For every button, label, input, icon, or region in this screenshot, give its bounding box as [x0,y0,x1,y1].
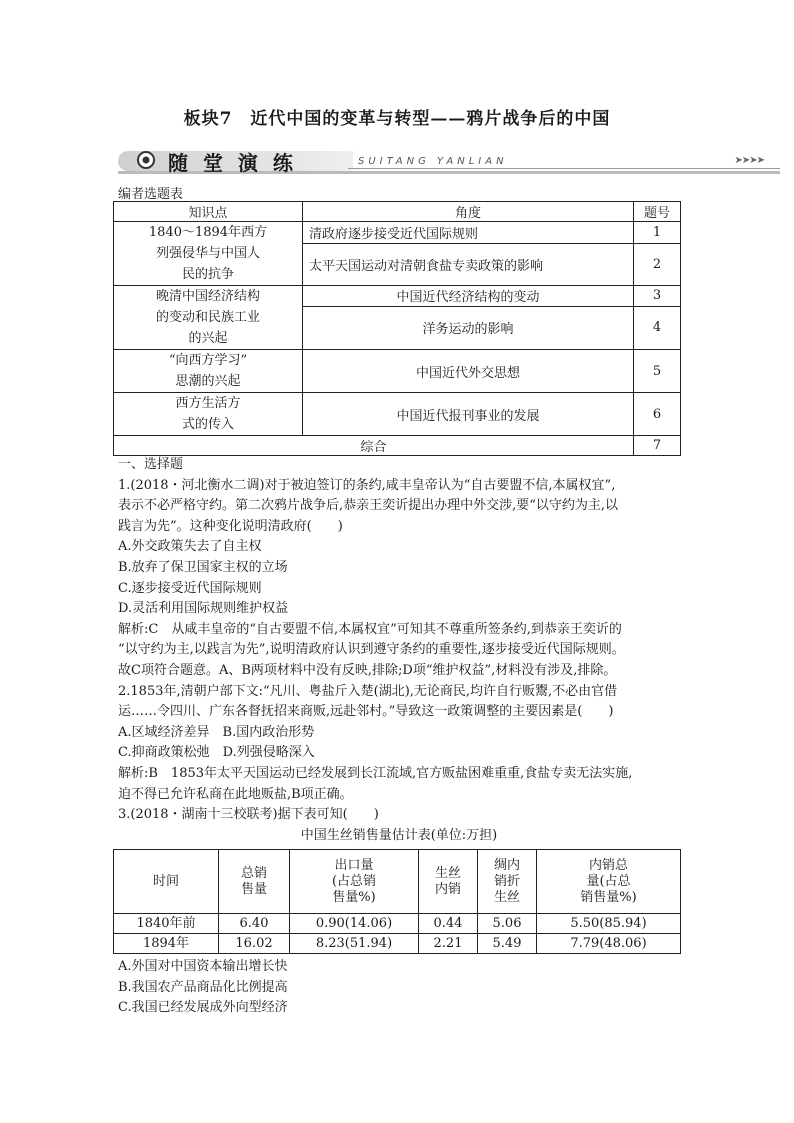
question-number: 2 [634,244,681,286]
table-cell: 5.50(85.94) [537,914,681,934]
q1-option: C.逐步接受近代国际规则 [118,580,262,596]
target-icon [136,150,156,170]
q3-option: B.我国农产品商品化比例提高 [118,979,288,995]
table-cell: 2.21 [419,934,478,954]
table-cell: 5.06 [478,914,537,934]
q2-analysis: 迫不得已允许私商在此地贩盐,B项正确。 [118,786,353,802]
table-cell: 1840年前 [114,914,219,934]
question-number: 4 [634,306,681,349]
banner-label: 随 堂 演 练 [168,151,297,175]
angle-cell: 中国近代外交思想 [303,350,634,393]
q1-stem: 表示不必严格守约。第二次鸦片战争后,恭亲王奕䜣提出办理中外交涉,要“以守约为主,以 [118,498,619,514]
page-title: 板块7 近代中国的变革与转型——鸦片战争后的中国 [183,109,611,129]
header-cell: 绸内 销折 生丝 [478,850,537,914]
angle-cell: 中国近代报刊事业的发展 [303,393,634,436]
table-cell: 0.90(14.06) [290,914,419,934]
q2-option: C.抑商政策松弛 D.列强侵略深入 [118,745,315,761]
table-row [114,286,681,307]
q2-stem: 2.1853年,清朝户部下文:“凡川、粤盐斤入楚(湖北),无论商民,均许自行贩鬻,不必由官借 [118,683,618,699]
q1-analysis: “以守约为主,以践言为先”,说明清政府认识到遵守条约的重要性,逐步接受近代国际规则。 [118,642,625,658]
table-row [114,222,681,244]
table-cell: 5.49 [478,934,537,954]
table-row [114,350,681,393]
header-cell: 知识点 [114,202,303,222]
table-row [114,436,681,456]
question-number: 3 [634,286,681,307]
knowledge-point: 1840～1894年西方 列强侵华与中国人 民的抗争 [114,222,303,286]
knowledge-point: 晚清中国经济结构 的变动和民族工业 的兴起 [114,286,303,350]
question-number: 5 [634,350,681,393]
q1-analysis: 解析:C 从咸丰皇帝的“自古要盟不信,本属权宜”可知其不尊重所签条约,到恭亲王奕䜣的 [118,621,622,637]
q3-options [118,957,680,1019]
table-caption: 编者选题表 [118,187,184,202]
header-cell: 总销 售量 [219,850,290,914]
arrows-icon: ➤➤➤➤ [734,155,764,166]
header-cell: 生丝 内销 [419,850,478,914]
header-cell: 出口量 (占总销 售量%) [290,850,419,914]
knowledge-point: 西方生活方 式的传入 [114,393,303,436]
q1-stem: 1.(2018・河北衡水二调)对于被迫签订的条约,咸丰皇帝认为“自古要盟不信,本属权宜”, [118,477,616,493]
header-cell: 内销总 量(占总 销售量%) [537,850,681,914]
q2-analysis: 解析:B 1853年太平天国运动已经发展到长江流域,官方贩盐困难重重,食盐专卖无法实施, [118,765,633,781]
table-cell: 8.23(51.94) [290,934,419,954]
banner-pinyin: SUITANG YANLIAN [358,156,508,167]
table-header-row [114,850,681,914]
q1-option: B.放弃了保卫国家主权的立场 [118,559,288,575]
table-header-row [114,202,681,222]
question-text [118,455,680,846]
q3-option: A.外国对中国资本输出增长快 [118,959,288,974]
table-row [114,934,681,954]
knowledge-point: “向西方学习” 思潮的兴起 [114,350,303,393]
silk-sales-table [113,849,681,954]
q1-analysis: 故C项符合题意。A、B两项材料中没有反映,排除;D项“维护权益”,材料没有涉及,排除。 [118,662,617,678]
question-number: 6 [634,393,681,436]
table-cell: 7.79(48.06) [537,934,681,954]
table-row [114,393,681,436]
table-cell: 0.44 [419,914,478,934]
q1-stem: 践言为先”。这种变化说明清政府( ) [118,518,343,534]
header-cell: 角度 [303,202,634,222]
q2-stem: 运……令四川、广东各督抚招来商贩,远赴邻村。”导致这一政策调整的主要因素是( ) [118,704,614,720]
question-number: 1 [634,222,681,244]
summary-label: 综合 [114,436,634,456]
angle-cell: 太平天国运动对清朝食盐专卖政策的影响 [303,244,634,286]
q3-stem: 3.(2018・湖南十三校联考)据下表可知( ) [118,807,379,823]
angle-cell: 洋务运动的影响 [303,306,634,349]
table-cell: 16.02 [219,934,290,954]
table-cell: 1894年 [114,934,219,954]
table-row [114,914,681,934]
q1-option: A.外交政策失去了自主权 [118,539,262,555]
table-cell: 6.40 [219,914,290,934]
q3-table-title: 中国生丝销售量估计表(单位:万担) [300,827,498,843]
banner-rule-thin [348,168,780,169]
section-heading: 一、选择题 [118,457,184,472]
q2-option: A.区域经济差异 B.国内政治形势 [118,724,315,740]
question-number: 7 [634,436,681,456]
angle-cell: 清政府逐步接受近代国际规则 [303,222,634,244]
q1-option: D.灵活利用国际规则维护权益 [118,601,289,617]
q3-option: C.我国已经发展成外向型经济 [118,1000,288,1016]
header-cell: 时间 [114,850,219,914]
header-cell: 题号 [634,202,681,222]
topic-table [113,201,681,456]
angle-cell: 中国近代经济结构的变动 [303,286,634,307]
section-banner [118,147,780,177]
